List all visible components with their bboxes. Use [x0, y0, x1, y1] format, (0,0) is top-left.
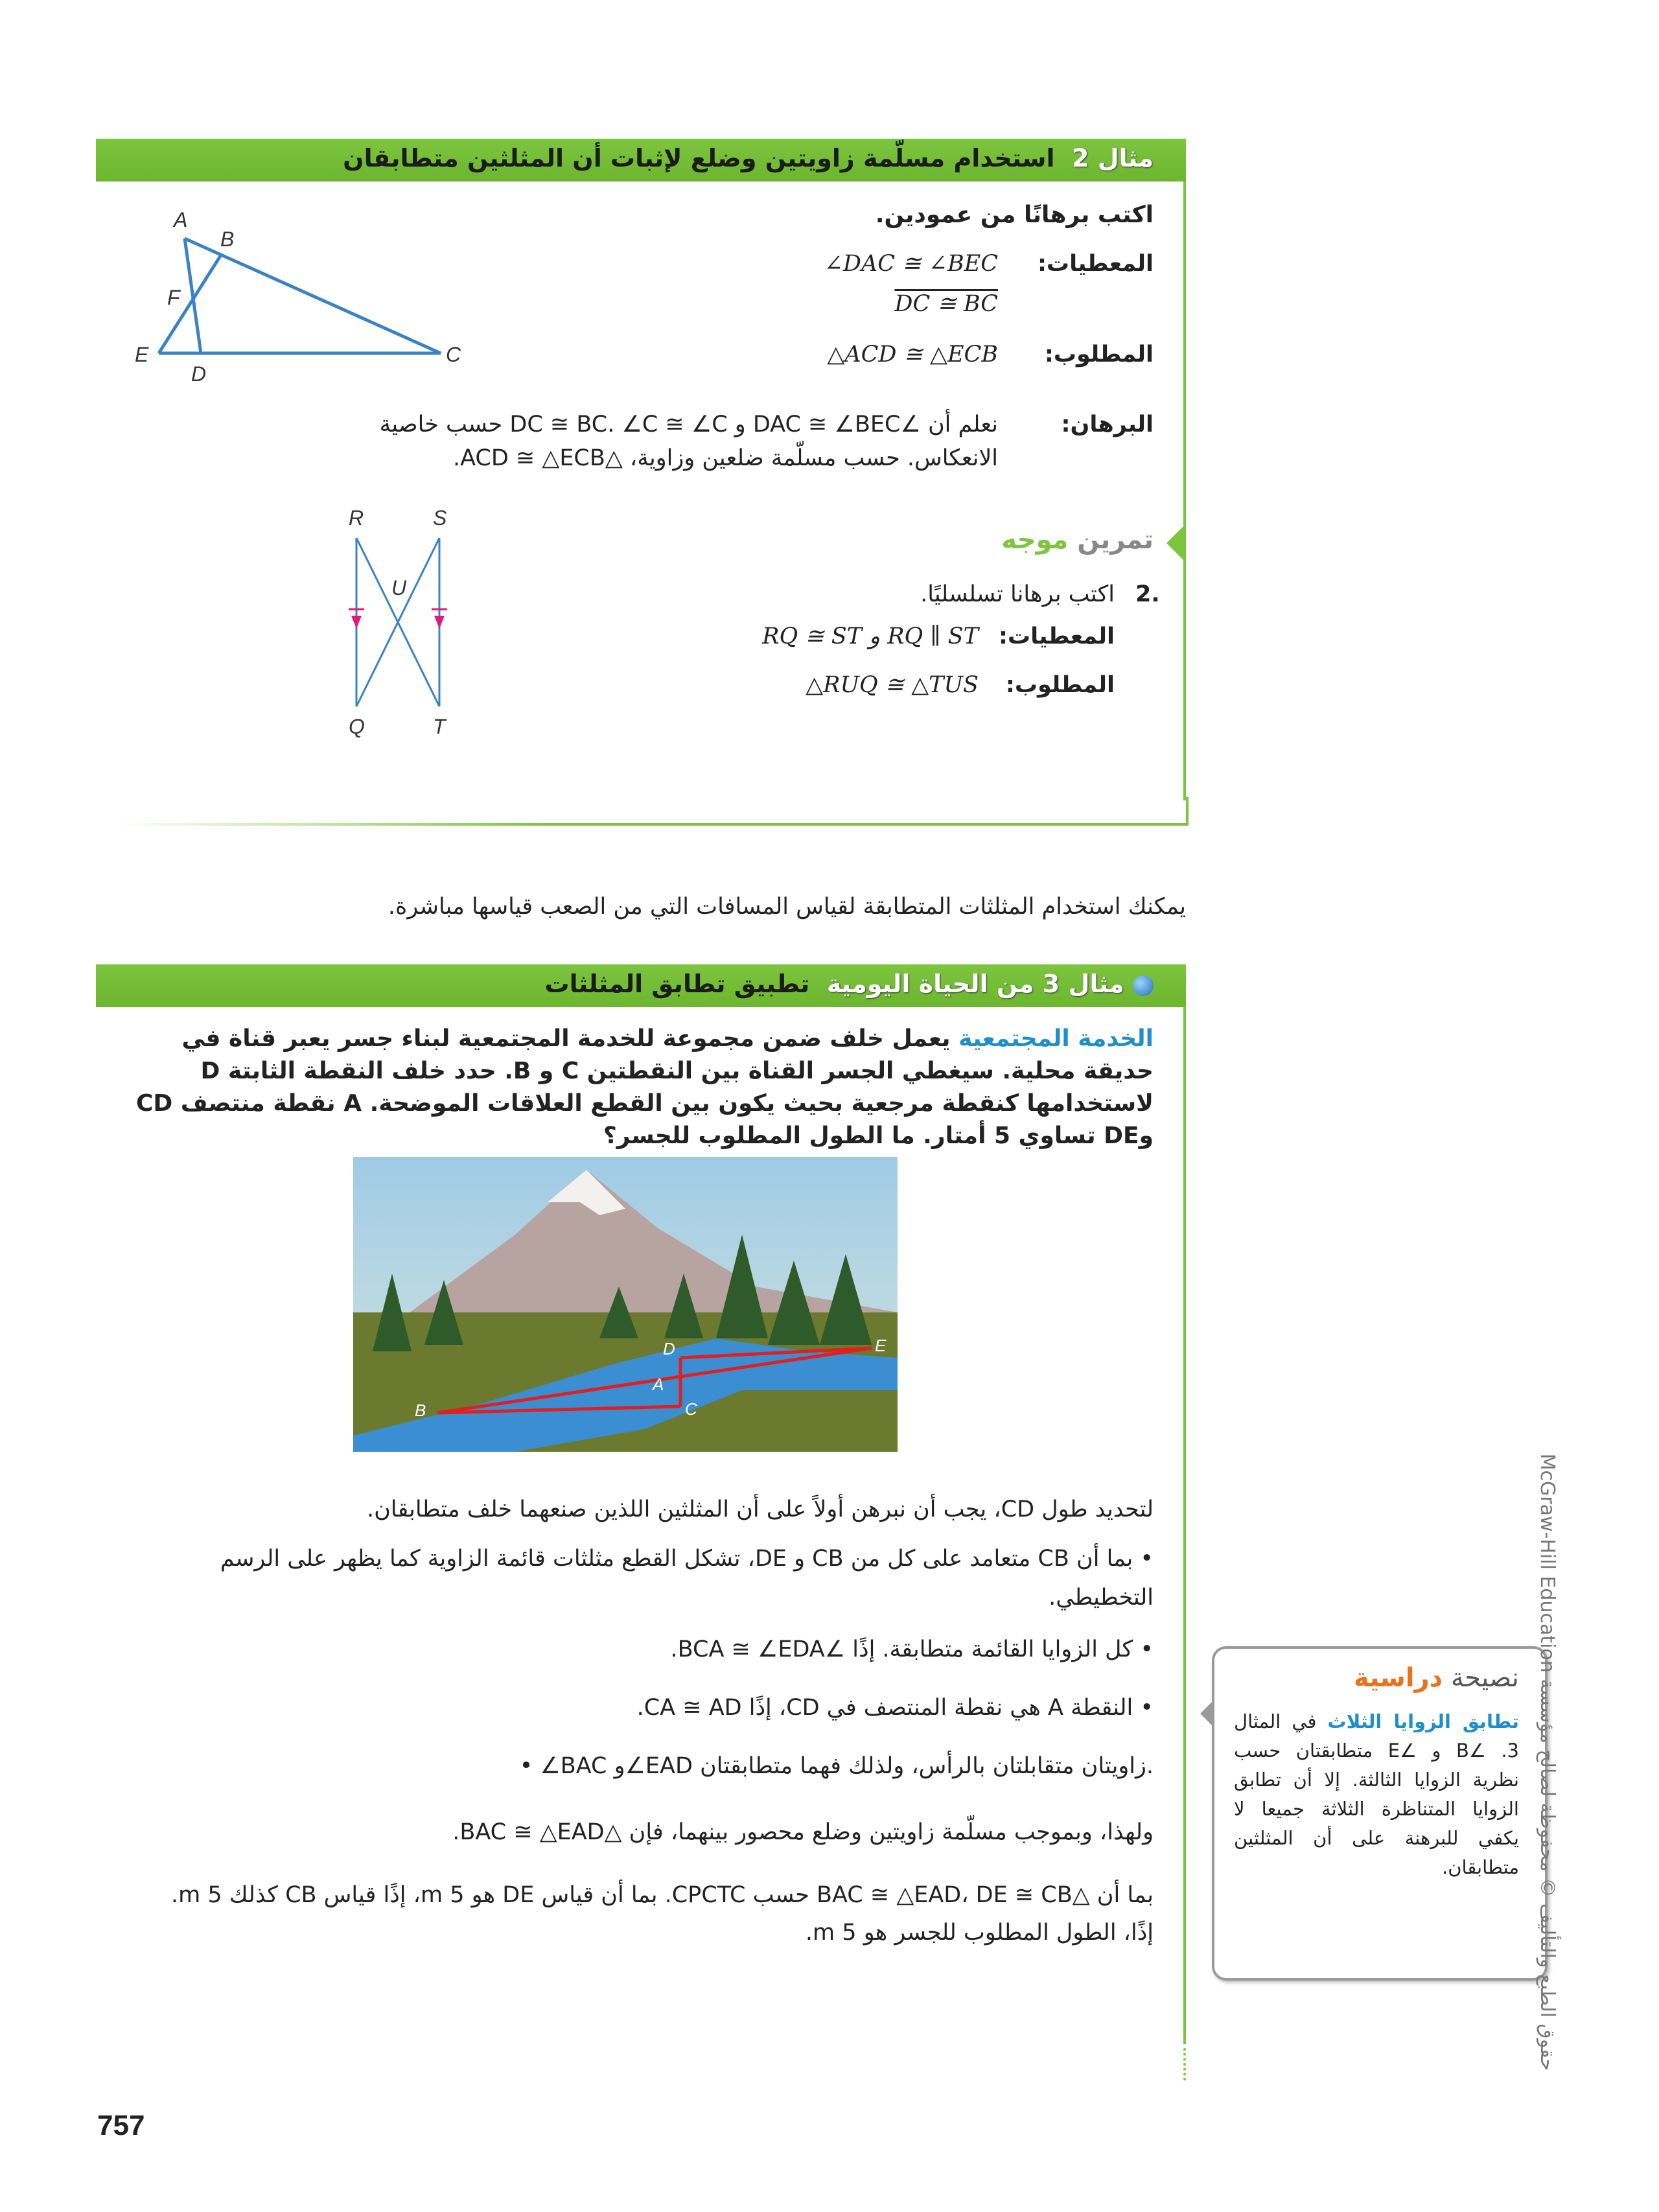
example3-topic: الخدمة المجتمعية — [958, 1025, 1154, 1052]
example2-instruction: اكتب برهانًا من عمودين. — [875, 202, 1154, 228]
segment-ac — [185, 239, 441, 353]
exercise-instruction: اكتب برهانا تسلسليًا. — [920, 581, 1115, 607]
label-s: S — [433, 506, 447, 530]
guided-title-b: موجه — [1001, 525, 1069, 555]
label-q: Q — [349, 715, 365, 738]
bullet-3-text: النقطة A هي نقطة المنتصف في CD، إذًا CA ≅ AD. — [636, 1695, 1133, 1721]
conclusion-2: بما أن △BAC ≅ △EAD، DE ≅ CB حسب CPCTC. بما أن قياس DE هو 5 m، إذًا قياس CB كذلك 5 m. إذًا، الطول المطلوب للجسر هو 5 m. — [170, 1882, 1154, 1946]
given-1: ∠DAC ≅ ∠BEC — [824, 251, 998, 277]
proof-label: البرهان: — [1061, 412, 1154, 437]
parallel-arrow-icon — [351, 616, 362, 629]
rust-diagram — [324, 499, 480, 745]
callout-pointer-icon — [1200, 1701, 1213, 1727]
label-b: B — [220, 227, 235, 251]
photo-label-a: A — [653, 1375, 664, 1394]
exercise-prove: △RUQ ≅ △TUS — [806, 672, 979, 698]
bullet-2: • كل الزوايا القائمة متطابقة. إذًا ∠BCA ≅ ∠EDA. — [670, 1636, 1154, 1662]
label-e: E — [135, 343, 149, 366]
example3-border — [1183, 1007, 1186, 2044]
label-t: T — [433, 715, 446, 738]
study-tip-title-a: نصيحة — [1450, 1663, 1519, 1693]
example3-title: تطبيق تطابق المثلثات — [544, 970, 810, 998]
prove-statement: △ACD ≅ △ECB — [827, 342, 998, 367]
example3-problem-text: يعمل خلف ضمن مجموعة للخدمة المجتمعية لبناء جسر يعبر قناة في حديقة محلية. سيغطي الجسر القناة بين النقطتين C و B. حدد خلف النقطة الثابتة D لاستخدامها كنقطة مرجعية بحيث يكون بين القطع العلاقات الموضحة. A نقطة منتصف CD وDE تساوي 5 أمتار. ما الطول المطلوب للجسر؟ — [135, 1025, 1154, 1149]
segment-ad — [185, 239, 201, 353]
example2-border — [1183, 181, 1186, 800]
exercise-given-label: المعطيات: — [998, 623, 1115, 649]
study-tip-title-b: دراسية — [1353, 1663, 1443, 1693]
proof-line-2: الانعكاس. حسب مسلّمة ضلعين وزاوية، △ACD ≅ △ECB. — [452, 445, 998, 471]
example2-title: استخدام مسلّمة زاويتين وضلع لإثبات أن المثلثين متطابقان — [343, 144, 1055, 172]
prove-label: المطلوب: — [1044, 342, 1154, 367]
exercise-given: RQ ≅ ST و RQ ∥ ST — [762, 623, 979, 649]
guided-marker-icon — [1166, 526, 1183, 560]
example2-bottom-border — [117, 797, 1189, 826]
canal-photo — [353, 1157, 898, 1452]
triangle-diagram — [123, 207, 486, 389]
study-tip-title — [1354, 1663, 1519, 1693]
study-tip-heading: تطابق الزوايا الثلاث — [1327, 1710, 1519, 1732]
guided-title — [1001, 525, 1154, 555]
label-r: R — [349, 506, 364, 530]
copyright-text: حقوق الطبع والتأليف © محفوظة لصالح مؤسسة McGraw-Hill Education — [1536, 1453, 1559, 2071]
bullet-4-text: ∠BAC و∠EAD زاويتان متقابلتان بالرأس، ولذلك فهما متطابقتان. — [540, 1753, 1154, 1779]
example2-number: مثال 2 — [1072, 144, 1154, 172]
photo-label-d: D — [663, 1339, 675, 1358]
page-number: 757 — [97, 2110, 145, 2141]
label-u: U — [391, 576, 407, 600]
example2-header — [96, 139, 1186, 181]
label-c: C — [446, 343, 461, 366]
example3-header — [96, 964, 1186, 1007]
globe-icon — [1133, 975, 1154, 996]
exercise-number: 2. — [1135, 581, 1160, 607]
exercise-prove-label: المطلوب: — [1005, 672, 1115, 698]
given-label: المعطيات: — [1037, 251, 1154, 277]
photo-label-e: E — [875, 1336, 887, 1355]
conclusion-1: ولهذا، وبموجب مسلّمة زاويتين وضلع محصور بينهما، فإن △BAC ≅ △EAD. — [452, 1819, 1154, 1845]
example3-problem — [104, 1023, 1154, 1152]
bullet-1: • بما أن CB متعامد على كل من CB و DE، تشكل القطع مثلثات قائمة الزاوية كما يظهر على الرسم التخطيطي. — [220, 1546, 1154, 1611]
parallel-arrow-icon — [434, 616, 445, 629]
example3-border-dots — [1183, 2048, 1186, 2080]
intro-text: يمكنك استخدام المثلثات المتطابقة لقياس المسافات التي من الصعب قياسها مباشرة. — [388, 894, 1186, 920]
photo-label-c: C — [685, 1399, 697, 1419]
bullet-4: • ∠BAC و∠EAD زاويتان متقابلتان بالرأس، ولذلك فهما متطابقتان. — [519, 1753, 1154, 1779]
study-tip-box — [1212, 1646, 1548, 1981]
bullet-3: • النقطة A هي نقطة المنتصف في CD، إذًا CA ≅ AD. — [636, 1695, 1154, 1721]
label-f: F — [167, 286, 180, 309]
label-d: D — [191, 362, 207, 386]
solution-intro: لتحديد طول CD، يجب أن نبرهن أولاً على أن المثلثين اللذين صنعهما خلف متطابقان. — [366, 1496, 1154, 1522]
label-a: A — [174, 208, 188, 231]
example3-number: مثال 3 من الحياة اليومية — [826, 970, 1124, 998]
given-2: DC ≅ BC — [894, 291, 998, 317]
study-tip-body — [1234, 1707, 1519, 1882]
bullet-2-text: كل الزوايا القائمة متطابقة. إذًا ∠BCA ≅ ∠EDA. — [670, 1636, 1133, 1662]
photo-label-b: B — [415, 1401, 426, 1420]
proof-line-1: نعلم أن ∠DAC ≅ ∠BEC و DC ≅ BC. ∠C ≅ ∠C حسب خاصية — [379, 412, 998, 437]
guided-title-a: تمرين — [1077, 525, 1154, 555]
study-tip-text: في المثال 3. ∠B و ∠E متطابقتان حسب نظرية الزوايا الثالثة. إلا أن تطابق الزوايا المتناظرة الثلاثة جميعا لا يكفي للبرهنة على أن المثلثين متطابقان. — [1234, 1710, 1519, 1878]
bullet-1-text: بما أن CB متعامد على كل من CB و DE، تشكل القطع مثلثات قائمة الزاوية كما يظهر على الرسم التخطيطي. — [220, 1546, 1154, 1611]
